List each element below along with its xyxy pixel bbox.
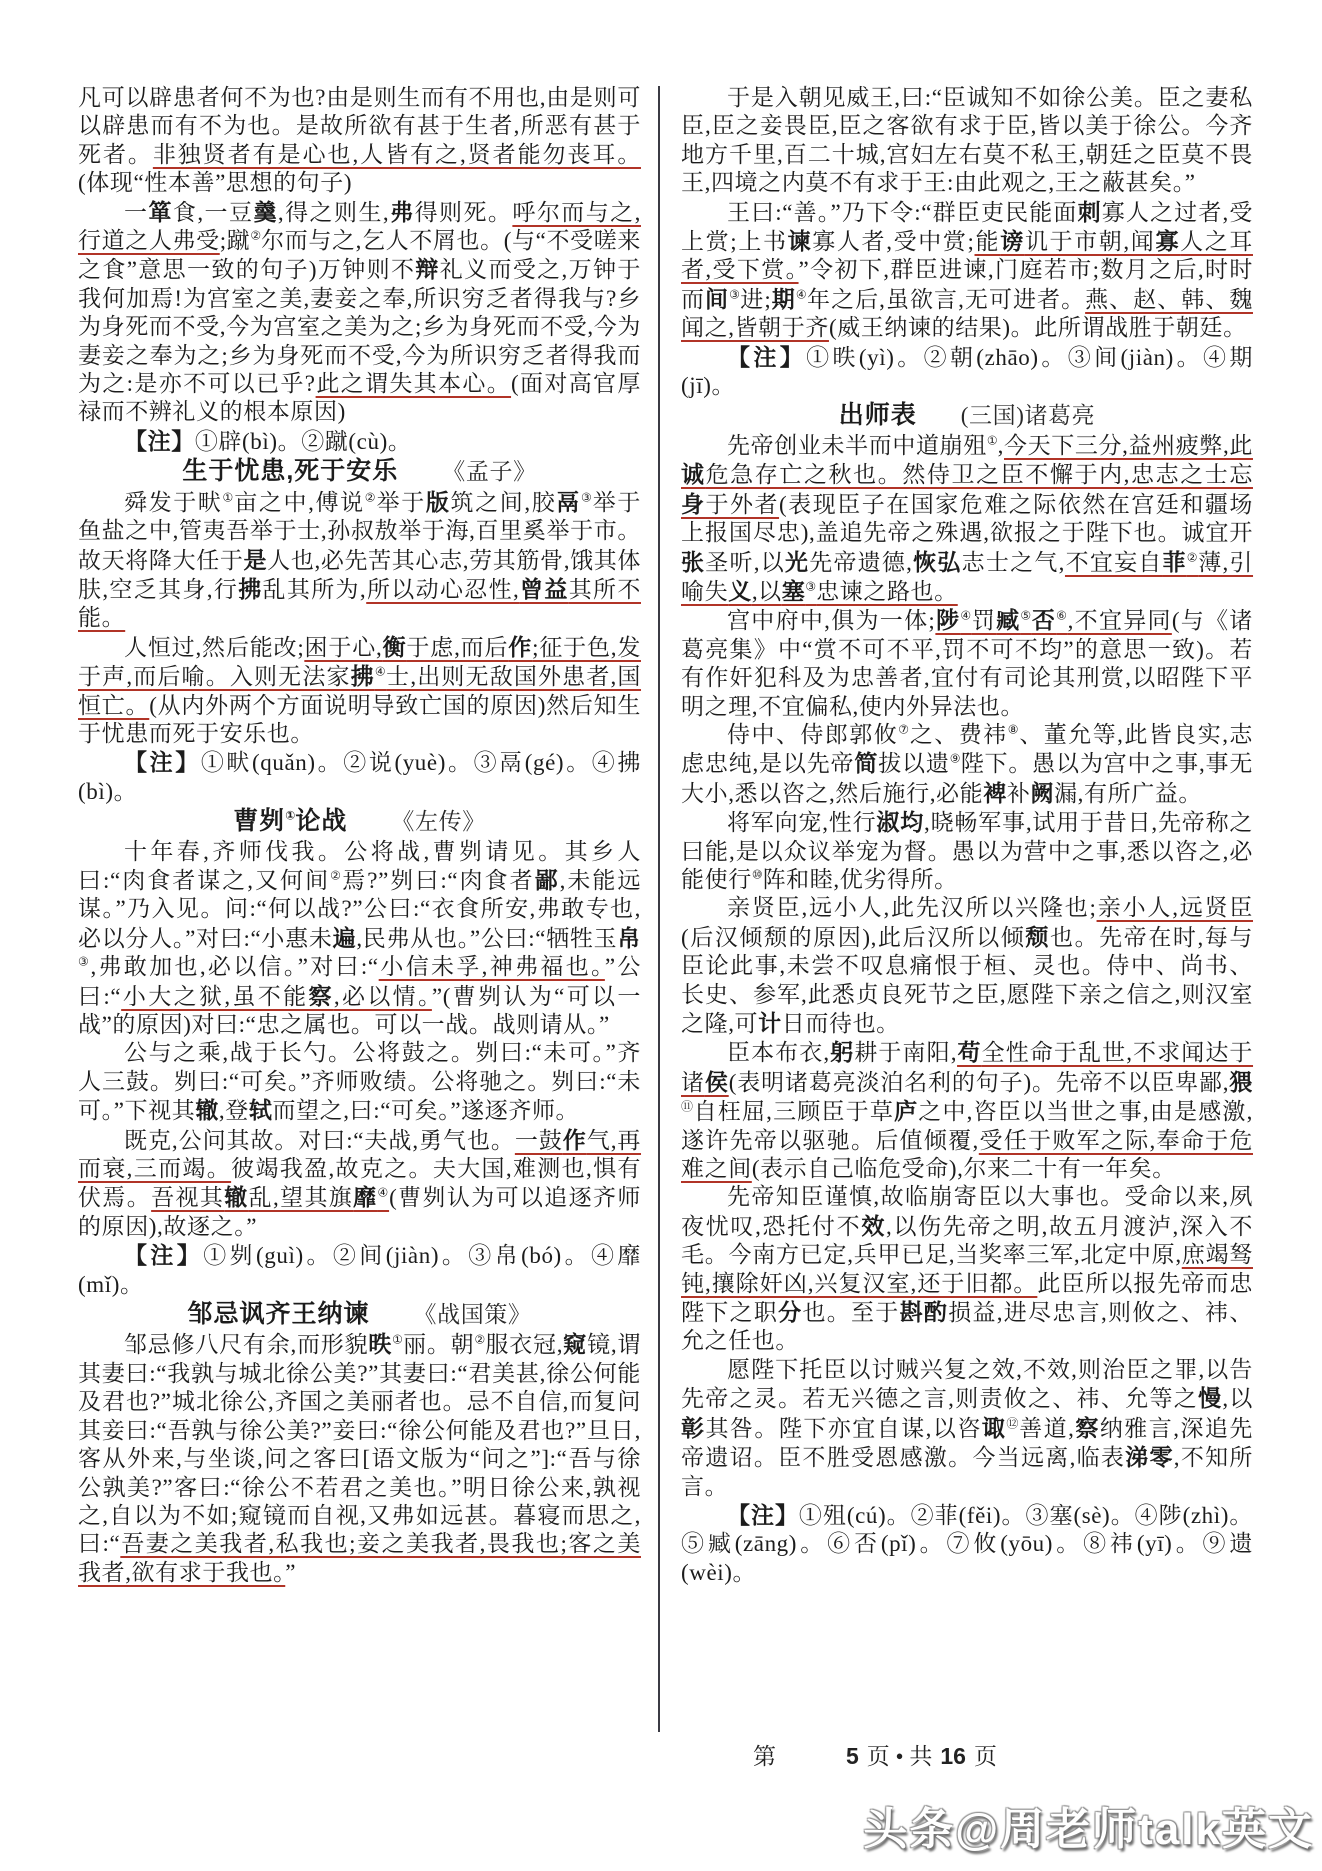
section-source: (三国)诸葛亮 — [960, 403, 1096, 429]
paragraph: 既克,公问其故。对曰:“夫战,勇气也。一鼓作气,再而衰,三而竭。彼竭我盈,故克之。夫大国,难测也,惧有伏焉。吾视其辙乱,望其旗靡④(曹刿认为可以追逐齐师的原因),故逐之。” — [78, 1126, 642, 1239]
page-footer — [681, 1738, 1253, 1771]
paragraph: 十年春,齐师伐我。公将战,曹刿请见。其乡人曰:“肉食者谋之,又何间②焉?”刿曰:“肉食者鄙,未能远谋。”乃入见。问:“何以战?”公曰:“衣食所安,弗敢专也,必以分人。”对曰:“小惠未遍,民弗从也。”公曰:“牺牲玉帛③,弗敢加也,必以信。”对曰:“小信未孚,神弗福也。”公曰:“小大之狱,虽不能察,必以情。”(曹刿认为“可以一战”的原因)对曰:“忠之属也。可以一战。战则请从。” — [78, 838, 641, 1037]
paragraph: 臣本布衣,躬耕于南阳,苟全性命于乱世,不求闻达于诸侯(表明诸葛亮淡泊名利的句子)。先帝不以臣卑鄙,猥⑪自枉屈,三顾臣于草庐之中,咨臣以当世之事,由是感激,遂许先帝以驱驰。后值倾覆,受任于败军之际,奉命于危难之间(表示自己临危受命),尔来二十有一年矣。 — [681, 1039, 1254, 1182]
paragraph: 宫中府中,俱为一体;陟④罚臧⑤否⑥,不宜异同(与《诸葛亮集》中“赏不可不平,罚不可不均”的意思一致)。若有作奸犯科及为忠善者,宜付有司论其刑赏,以昭陛下平明之理,不宜偏私,使内外异法也。 — [681, 607, 1253, 719]
footer-suffix: 页 — [973, 1744, 997, 1769]
footer-middle: 页 • 共 — [866, 1744, 933, 1769]
section-title: 邹忌讽齐王纳谏 — [187, 1300, 370, 1329]
right-column — [681, 84, 1253, 1587]
section-title: 出师表 — [838, 401, 917, 430]
paragraph: 先帝知臣谨慎,故临崩寄臣以大事也。受命以来,夙夜忧叹,恐托付不效,以伤先帝之明,故五月渡泸,深入不毛。今南方已定,兵甲已足,当奖率三军,北定中原,庶竭驽钝,攘除奸凶,兴复汉室,还于旧都。此臣所以报先帝而忠陛下之职分也。至于斟酌损益,进尽忠言,则攸之、祎、允之任也。 — [681, 1184, 1254, 1354]
paragraph: 愿陛下托臣以讨贼兴复之效,不效,则治臣之罪,以告先帝之灵。若无兴德之言,则责攸之、祎、允等之慢,以彰其咎。陛下亦宜自谋,以咨诹⑫善道,察纳雅言,深追先帝遗诏。臣不胜受恩感激。今当远离,临表涕零,不知所言。 — [681, 1356, 1253, 1499]
paragraph: 邹忌修八尺有余,而形貌昳①丽。朝②服衣冠,窥镜,谓其妻曰:“我孰与城北徐公美?”其妻曰:“君美甚,徐公何能及君也?”城北徐公,齐国之美丽者也。忌不自信,而复问其妾曰:“吾孰与徐公美?”妾曰:“徐公何能及君也?”旦日,客从外来,与坐谈,问之客曰[语文版为“问之”]:“吾与徐公孰美?”客曰:“徐公不若君之美也。”明日徐公来,孰视之,自以为不如;窥镜而自视,又弗如远甚。暮寝而思之,曰:“吾妻之美我者,私我也;妾之美我者,畏我也;客之美我者,欲有求于我也。” — [78, 1331, 642, 1585]
paragraph: 公与之乘,战于长勺。公将鼓之。刿曰:“未可。”齐人三鼓。刿曰:“可矣。”齐师败绩。公将驰之。刿曰:“未可。”下视其辙,登轼而望之,曰:“可矣。”遂逐齐师。 — [78, 1040, 641, 1124]
section-source: 《左传》 — [391, 809, 486, 835]
footer-page-number: 5 — [846, 1743, 859, 1769]
section-title: 曹刿①论战 — [233, 807, 348, 836]
paragraph: 将军向宠,性行淑均,晓畅军事,试用于昔日,先帝称之曰能,是以众议举宠为督。愚以为营中之事,悉以咨之,必能使行⑩阵和睦,优劣得所。 — [681, 809, 1253, 892]
paragraph: 侍中、侍郎郭攸⑦之、费祎⑧、董允等,此皆良实,志虑忠纯,是以先帝简拔以遗⑨陛下。愚以为宫中之事,事无大小,悉以咨之,然后施行,必能裨补阙漏,有所广益。 — [681, 721, 1253, 806]
column-divider — [658, 86, 660, 1732]
watermark: 头条@周老师talk英文 — [863, 1805, 1314, 1854]
section-source: 《战国策》 — [413, 1302, 532, 1328]
section-heading — [681, 401, 1253, 430]
paragraph: 王曰:“善。”乃下令:“群臣吏民能面刺寡人之过者,受上赏;上书谏寡人者,受中赏;能谤讥于市朝,闻寡人之耳者,受下赏。”令初下,群臣进谏,门庭若市;数月之后,时时而间③进;期④年之后,虽欲言,无可进者。燕、赵、韩、魏闻之,皆朝于齐(威王纳谏的结果)。此所谓战胜于朝廷。 — [681, 198, 1253, 341]
paragraph: 舜发于畎①亩之中,傅说②举于版筑之间,胶鬲③举于鱼盐之中,管夷吾举于士,孙叔敖举于海,百里奚举于市。故天将降大任于是人也,必先苦其心志,劳其筋骨,饿其体肤,空乏其身,行拂乱其所为,所以动心忍性,曾益其所不能。 — [78, 488, 641, 631]
note-line: 【注】①辟(bì)。②蹴(cù)。 — [124, 427, 412, 454]
paragraph: 亲贤臣,远小人,此先汉所以兴隆也;亲小人,远贤臣(后汉倾颓的原因),此后汉所以倾颓也。先帝在时,每与臣论此事,未尝不叹息痛恨于桓、灵也。侍中、尚书、长史、参军,此悉贞良死节之臣,愿陛下亲之信之,则汉室之隆,可计日而待也。 — [681, 895, 1254, 1036]
left-column — [78, 84, 641, 1587]
note-line: 【注】①畎(quǎn)。②说(yuè)。③鬲(gé)。④拂(bì)。 — [78, 749, 641, 804]
footer-prefix: 第 — [753, 1744, 776, 1769]
section-heading — [78, 1300, 641, 1329]
paragraph: 人恒过,然后能改;困于心,衡于虑,而后作;征于色,发于声,而后喻。入则无法家拂④士,出则无敌国外患者,国恒亡。(从内外两个方面说明导致亡国的原因)然后知生于忧患而死于安乐也。 — [78, 633, 642, 746]
paragraph: 于是入朝见威王,曰:“臣诚知不如徐公美。臣之妻私臣,臣之妾畏臣,臣之客欲有求于臣,皆以美于徐公。今齐地方千里,百二十城,宫妇左右莫不私王,朝廷之臣莫不畏王,四境之内莫不有求于王:由此观之,王之蔽甚矣。” — [681, 85, 1253, 196]
section-heading — [78, 807, 641, 836]
paragraph: 一箪食,一豆羹,得之则生,弗得则死。呼尔而与之,行道之人弗受;蹴②尔而与之,乞人不屑也。(与“不受嗟来之食”意思一致的句子)万钟则不辩礼义而受之,万钟于我何加焉!为宫室之美,妻妾之奉,所识穷乏者得我与?乡为身死而不受,今为宫室之美为之;乡为身死而不受,今为妻妾之奉为之;乡为身死而不受,今为所识穷乏者得我而为之:是亦不可以已乎?此之谓失其本心。(面对高官厚禄而不辨礼义的根本原因) — [78, 198, 641, 425]
section-title: 生于忧患,死于安乐 — [182, 457, 399, 486]
paragraph: 凡可以辟患者何不为也?由是则生而有不用也,由是则可以辟患而有不为也。是故所欲有甚于生者,所恶有甚于死者。非独贤者有是心也,人皆有之,贤者能勿丧耳。(体现“性本善”思想的句子) — [78, 85, 641, 196]
section-heading — [78, 457, 641, 486]
footer-total-pages: 16 — [940, 1743, 966, 1769]
note-line: 【注】①刿(guì)。②间(jiàn)。③帛(bó)。④靡(mǐ)。 — [78, 1242, 641, 1297]
note-line: 【注】①昳(yì)。②朝(zhāo)。③间(jiàn)。④期(jī)。 — [681, 343, 1254, 399]
paragraph: 先帝创业未半而中道崩殂①,今天下三分,益州疲弊,此诚危急存亡之秋也。然侍卫之臣不懈于内,忠志之士忘身于外者(表现臣子在国家危难之际依然在宫廷和疆场上报国尽忠),盖追先帝之殊遇,欲报之于陛下也。诚宜开张圣听,以光先帝遗德,恢弘志士之气,不宜妄自菲②薄,引喻失义,以塞③忠谏之路也。 — [681, 432, 1254, 604]
note-line: 【注】①殂(cú)。②菲(fěi)。③塞(sè)。④陟(zhì)。⑤臧(zāng)。⑥否(pǐ)。⑦攸(yōu)。⑧祎(yī)。⑨遗(wèi)。 — [681, 1501, 1253, 1585]
section-source: 《孟子》 — [442, 459, 537, 485]
